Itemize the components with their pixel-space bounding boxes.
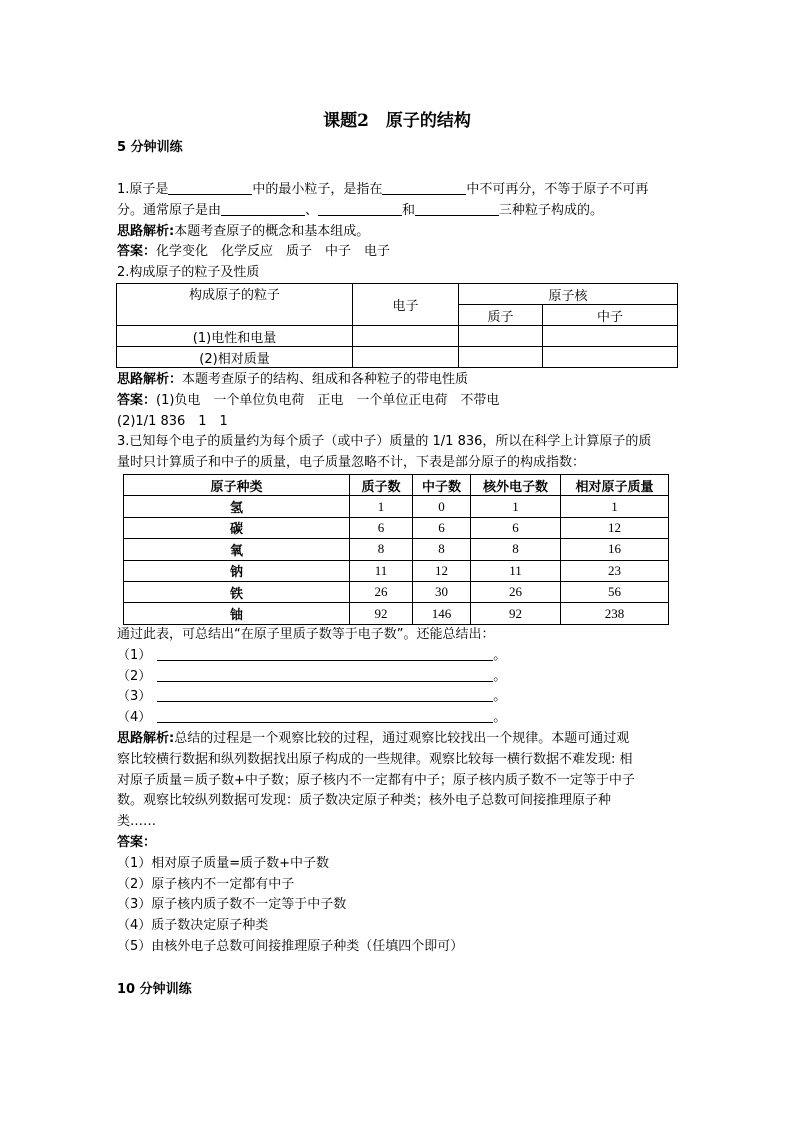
text: 、 xyxy=(305,202,319,218)
section-heading: 10 分钟训练 xyxy=(117,982,192,997)
analysis-text: 本题考查原子的概念和基本组成。 xyxy=(174,223,370,239)
answer-label: 答案： xyxy=(117,244,157,260)
question-1 xyxy=(117,180,682,284)
summary-text: 通过此表，可总结出“在原子里质子数等于电子数”。还能总结出： xyxy=(117,627,495,642)
text: 。 xyxy=(493,710,507,726)
cell: 146 xyxy=(413,603,471,624)
answer-blank[interactable] xyxy=(157,709,493,723)
analysis-label: 思路解析: xyxy=(117,730,175,746)
table-row xyxy=(124,539,669,560)
analysis-text: 总结的过程是一个观察比较的过程，通过观察比较找出一个规律。本题可通过观 xyxy=(174,730,630,746)
question-3-stem: 量时只计算质子和中子的质量，电子质量忽略不计，下表是部分原子的构成指数： xyxy=(117,455,586,471)
cell: 钠 xyxy=(124,560,350,581)
table-header: 电子 xyxy=(353,284,459,326)
text: 和 xyxy=(402,202,416,218)
answer-blank[interactable] xyxy=(157,668,493,682)
answer-blank[interactable] xyxy=(318,202,402,216)
analysis-label: 思路解析: xyxy=(117,223,175,239)
answer-text: (2)1/1 836 1 1 xyxy=(117,413,228,429)
section-heading: 5 分钟训练 xyxy=(117,140,183,155)
cell: 23 xyxy=(561,560,669,581)
answer-item: （3）原子核内质子数不一定等于中子数 xyxy=(117,897,347,913)
table-header: 中子 xyxy=(543,305,678,326)
answer-blank[interactable] xyxy=(415,202,499,216)
cell: 8 xyxy=(471,539,561,560)
atom-composition-table xyxy=(123,474,669,625)
cell: 92 xyxy=(471,603,561,624)
table-row xyxy=(124,603,669,624)
answer-item: （4）质子数决定原子种类 xyxy=(117,918,269,934)
cell[interactable] xyxy=(459,326,543,347)
text: 三种粒子构成的。 xyxy=(499,202,604,218)
answer-blank[interactable] xyxy=(157,688,493,702)
answer-blank[interactable] xyxy=(157,647,493,661)
cell: 6 xyxy=(350,517,413,538)
question-3-stem: 3.已知每个电子的质量约为每个质子（或中子）质量的 1/1 836，所以在科学上计算原子的质 xyxy=(117,434,652,450)
question-3-body xyxy=(117,625,682,958)
cell: 1 xyxy=(350,496,413,517)
particle-table xyxy=(116,283,678,368)
cell: 8 xyxy=(350,539,413,560)
blank-number: （4） xyxy=(117,710,152,726)
row-label: (2)相对质量 xyxy=(117,347,353,368)
cell[interactable] xyxy=(543,347,678,368)
cell: 氢 xyxy=(124,496,350,517)
cell: 1 xyxy=(561,496,669,517)
cell: 30 xyxy=(413,581,471,602)
question-2-answer xyxy=(117,370,682,474)
table-row xyxy=(124,496,669,517)
cell: 6 xyxy=(471,517,561,538)
analysis-text: 数。观察比较纵列数据可发现：质子数决定原子种类；核外电子总数可间接推理原子种 xyxy=(117,793,612,809)
answer-blank[interactable] xyxy=(221,202,305,216)
cell[interactable] xyxy=(353,326,459,347)
answer-text: 化学变化 化学反应 质子 中子 电子 xyxy=(156,244,391,260)
answer-item: （1）相对原子质量=质子数+中子数 xyxy=(117,855,330,871)
cell[interactable] xyxy=(459,347,543,368)
answer-item: （5）由核外电子总数可间接推理原子种类（任填四个即可） xyxy=(117,938,464,954)
table-row xyxy=(117,347,678,368)
cell: 11 xyxy=(350,560,413,581)
cell[interactable] xyxy=(353,347,459,368)
cell: 12 xyxy=(561,517,669,538)
cell: 92 xyxy=(350,603,413,624)
cell: 6 xyxy=(413,517,471,538)
cell: 0 xyxy=(413,496,471,517)
cell: 56 xyxy=(561,581,669,602)
cell: 11 xyxy=(471,560,561,581)
cell: 26 xyxy=(350,581,413,602)
analysis-text: 察比较横行数据和纵列数据找出原子构成的一些规律。观察比较每一横行数据不难发现: 相 xyxy=(117,751,633,767)
cell: 1 xyxy=(471,496,561,517)
answer-label: 答案： xyxy=(117,392,157,408)
table-header: 核外电子数 xyxy=(471,475,561,496)
cell: 12 xyxy=(413,560,471,581)
analysis-text: 对原子质量＝质子数+中子数；原子核内不一定都有中子；原子核内质子数不一定等于中子 xyxy=(117,772,635,788)
table-header: 中子数 xyxy=(413,475,471,496)
analysis-label: 思路解析： xyxy=(117,372,183,387)
cell[interactable] xyxy=(543,326,678,347)
table-row xyxy=(124,517,669,538)
text: 分。通常原子是由 xyxy=(117,202,222,218)
blank-number: （1） xyxy=(117,647,152,663)
text: 1.原子是 xyxy=(117,182,169,197)
answer-text: (1)负电 一个单位负电荷 正电 一个单位正电荷 不带电 xyxy=(156,392,500,408)
blank-number: （2） xyxy=(117,668,152,684)
answer-blank[interactable] xyxy=(382,181,466,195)
answer-item: （2）原子核内不一定都有中子 xyxy=(117,876,295,892)
cell: 8 xyxy=(413,539,471,560)
table-row xyxy=(117,326,678,347)
blank-number: （3） xyxy=(117,689,152,705)
page-title: 课题2 原子的结构 xyxy=(323,111,471,131)
table-row xyxy=(124,560,669,581)
table-header: 质子 xyxy=(459,305,543,326)
table-header: 相对原子质量 xyxy=(561,475,669,496)
table-header: 原子种类 xyxy=(124,475,350,496)
question-2-stem: 2.构成原子的粒子及性质 xyxy=(117,265,260,281)
table-header: 原子核 xyxy=(459,284,678,305)
text: 中的最小粒子，是指在 xyxy=(252,182,383,197)
cell: 氧 xyxy=(124,539,350,560)
text: 。 xyxy=(493,647,507,663)
row-label: (1)电性和电量 xyxy=(117,326,353,347)
cell: 碳 xyxy=(124,517,350,538)
text: 。 xyxy=(493,668,507,684)
table-header: 质子数 xyxy=(350,475,413,496)
analysis-text: 本题考查原子的结构、组成和各种粒子的带电性质 xyxy=(182,372,469,387)
cell: 16 xyxy=(561,539,669,560)
cell: 铀 xyxy=(124,603,350,624)
text: 中不可再分，不等于原子不可再 xyxy=(466,182,649,197)
table-row xyxy=(124,581,669,602)
analysis-text: 类…… xyxy=(117,814,157,830)
cell: 铁 xyxy=(124,581,350,602)
answer-label: 答案： xyxy=(117,834,157,850)
cell: 26 xyxy=(471,581,561,602)
table-header: 构成原子的粒子 xyxy=(117,284,353,326)
text: 。 xyxy=(493,689,507,705)
answer-blank[interactable] xyxy=(168,181,252,195)
cell: 238 xyxy=(561,603,669,624)
